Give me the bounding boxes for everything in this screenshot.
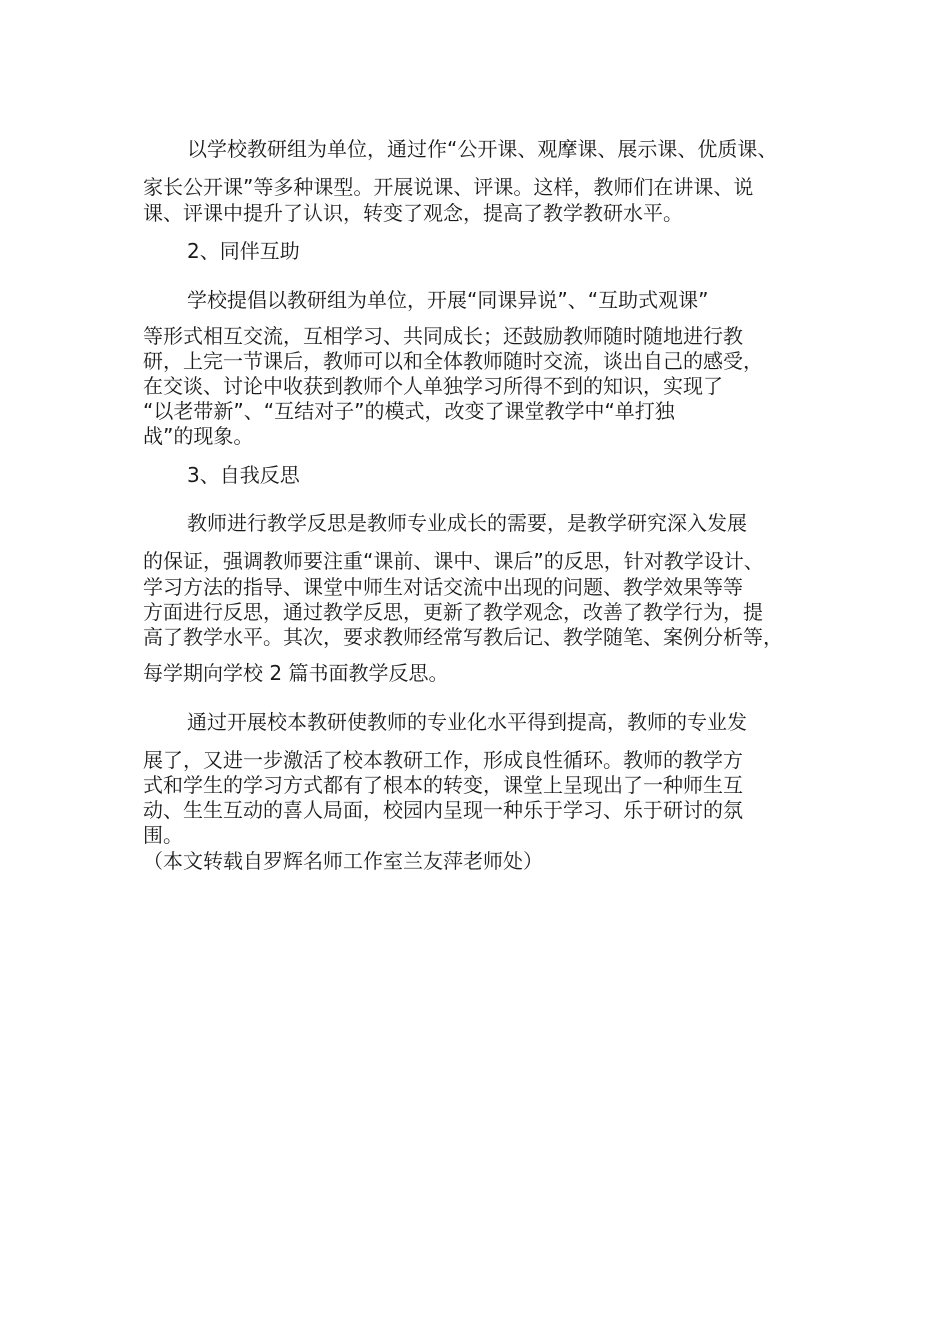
text-line: 方面进行反思，通过教学反思，更新了教学观念，改善了教学行为，提	[143, 600, 763, 624]
source-note: （本文转载自罗辉名师工作室兰友萍老师处）	[143, 849, 543, 873]
text-line: 以学校教研组为单位，通过作“公开课、观摩课、展示课、优质课、	[187, 137, 778, 161]
text-line: 战”的现象。	[143, 424, 254, 448]
text-line: 学习方法的指导、课堂中师生对话交流中出现的问题、教学效果等等	[143, 575, 743, 599]
text-line: 展了，又进一步激活了校本教研工作，形成良性循环。教师的教学方	[143, 748, 743, 772]
text-line: 家长公开课”等多种课型。开展说课、评课。这样，教师们在讲课、说	[143, 175, 754, 199]
text-line: 学校提倡以教研组为单位，开展“同课异说”、“互助式观课”	[187, 288, 709, 312]
text-line: 式和学生的学习方式都有了根本的转变，课堂上呈现出了一种师生互	[143, 773, 743, 797]
text-line: 动、生生互动的喜人局面，校园内呈现一种乐于学习、乐于研讨的氛	[143, 798, 743, 822]
text-line: 教师进行教学反思是教师专业成长的需要，是教学研究深入发展	[187, 511, 747, 535]
section-heading-peer-help: 2、同伴互助	[187, 239, 300, 263]
text-line: 高了教学水平。其次，要求教师经常写教后记、教学随笔、案例分析等，	[143, 625, 783, 649]
text-line: 每学期向学校 2 篇书面教学反思。	[143, 661, 449, 685]
text-line: 围。	[143, 823, 183, 847]
text-line: “以老带新”、“互结对子”的模式，改变了课堂教学中“单打独	[143, 399, 675, 423]
section-heading-self-reflection: 3、自我反思	[187, 463, 300, 487]
text-line: 的保证，强调教师要注重“课前、课中、课后”的反思，针对教学设计、	[143, 549, 764, 573]
text-line: 等形式相互交流，互相学习、共同成长；还鼓励教师随时随地进行教	[143, 324, 743, 348]
text-line: 课、评课中提升了认识，转变了观念，提高了教学教研水平。	[143, 201, 683, 225]
text-line: 通过开展校本教研使教师的专业化水平得到提高，教师的专业发	[187, 710, 747, 734]
text-line: 在交谈、讨论中收获到教师个人单独学习所得不到的知识，实现了	[143, 374, 723, 398]
text-line: 研，上完一节课后，教师可以和全体教师随时交流，谈出自己的感受，	[143, 349, 763, 373]
